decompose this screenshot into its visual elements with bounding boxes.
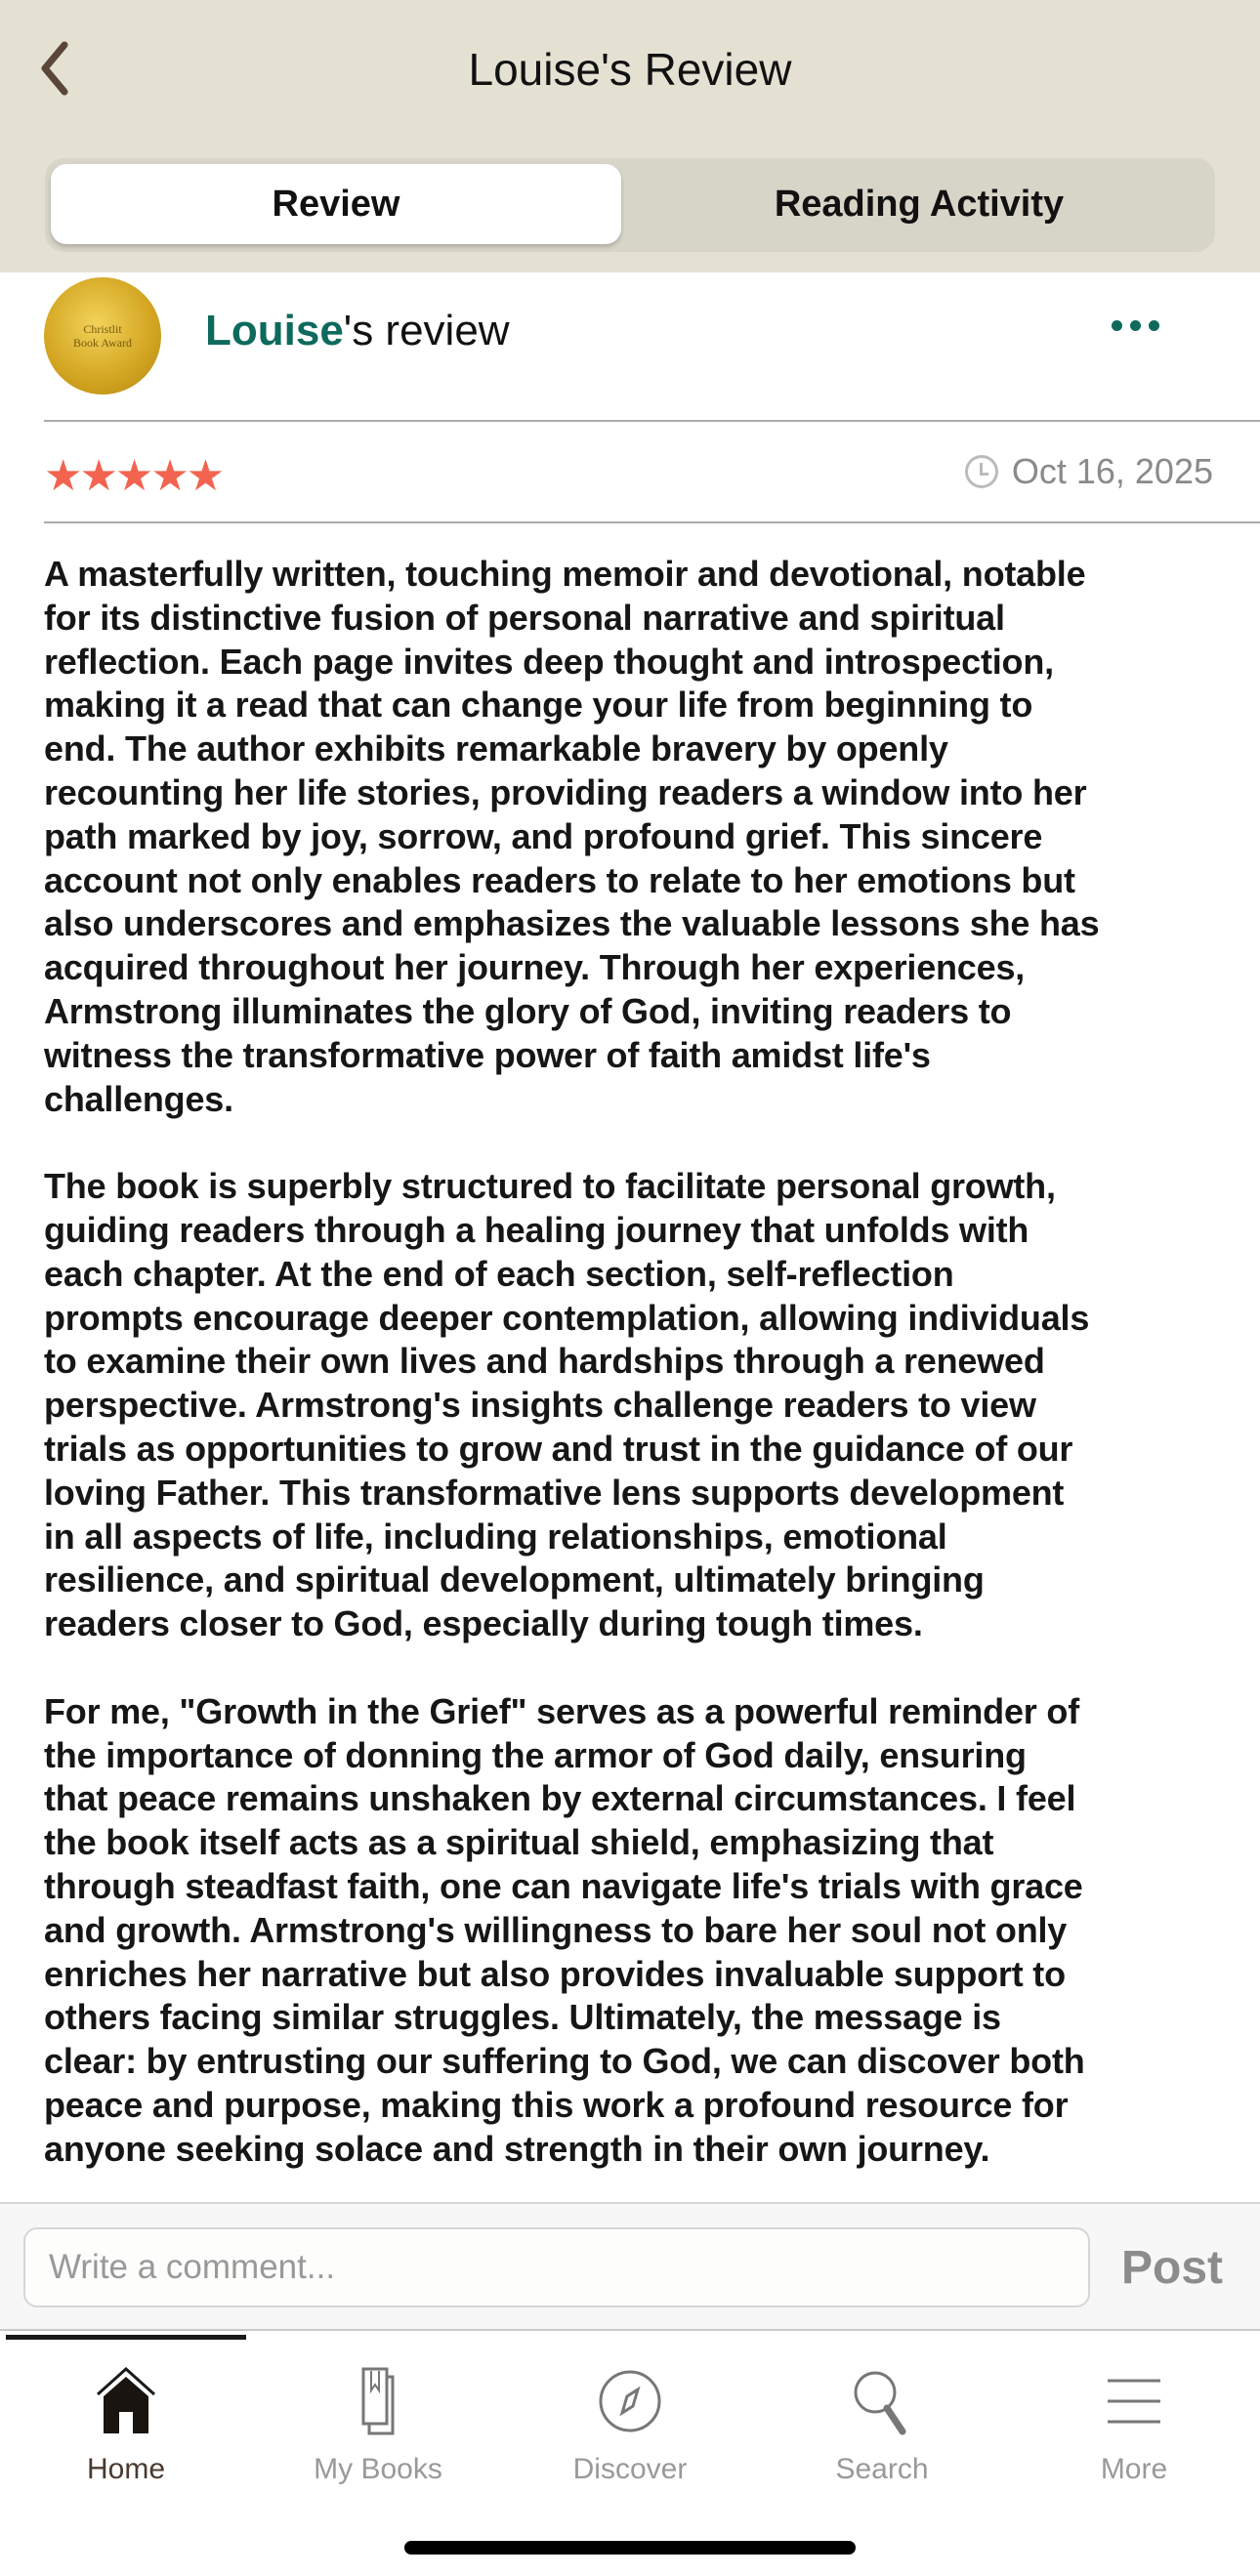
star-rating: ★★★★★ [44,452,223,500]
review-line: the importance of donning the armor of God daily, ensuring [44,1734,1027,1775]
review-line: that peace remains unshaken by external circumstances. I feel [44,1778,1076,1819]
review-paragraph [44,1165,1226,1646]
nav-search[interactable] [756,2344,1008,2486]
nav-label: Home [86,2453,166,2485]
review-line: account not only enables readers to relate to her emotions but [44,859,1075,900]
post-button[interactable]: Post [1121,2242,1224,2294]
nav-label: Search [835,2453,929,2485]
clock-icon [965,455,998,488]
review-line: in all aspects of life, including relationships, emotional [44,1516,947,1557]
nav-label: Discover [572,2453,688,2485]
divider [44,420,1260,422]
tab-bar [45,158,1215,252]
review-line: to examine their own lives and hardships through a renewed [44,1341,1045,1382]
avatar-text: Book Award [73,336,132,350]
author-link[interactable]: Louise [205,307,344,354]
nav-my-books[interactable] [252,2344,504,2486]
bottom-nav [0,2344,1260,2486]
tab-review[interactable]: Review [51,164,621,244]
review-line: challenges. [44,1078,233,1119]
nav-discover[interactable] [504,2344,756,2486]
review-line: the book itself acts as a spiritual shield, emphasizing that [44,1822,994,1863]
review-line: each chapter. At the end of each section, self-reflection [44,1253,954,1294]
active-tab-indicator [6,2335,246,2340]
review-date [965,451,1213,492]
tab-reading-activity[interactable]: Reading Activity [774,183,1065,225]
review-line: enriches her narrative but also provides invaluable support to [44,1953,1066,1994]
page-title: Louise's Review [468,44,792,95]
review-line: witness the transformative power of faith amidst life's [44,1034,931,1075]
search-icon [848,2367,916,2435]
avatar-text: Christlit [83,322,122,336]
avatar[interactable] [44,277,161,395]
review-line: A masterfully written, touching memoir and devotional, notable [44,554,1086,594]
review-line: peace and purpose, making this work a profound resource for [44,2084,1069,2125]
menu-icon [1100,2367,1168,2435]
nav-more[interactable] [1008,2344,1260,2486]
books-icon [344,2367,412,2435]
review-line: For me, "Growth in the Grief" serves as a powerful reminder of [44,1690,1079,1731]
review-paragraph [44,1690,1226,2172]
review-title [205,307,510,355]
review-line: acquired throughout her journey. Through her experiences, [44,947,1026,988]
compass-icon [596,2367,664,2435]
header [0,0,1260,272]
home-indicator [404,2541,856,2555]
comment-placeholder: Write a comment... [49,2248,336,2286]
divider [44,521,1260,523]
review-paragraph [44,553,1226,1121]
review-line: loving Father. This transformative lens supports development [44,1472,1065,1513]
review-title-suffix: 's review [343,307,510,354]
review-line: for its distinctive fusion of personal narrative and spiritual [44,597,1005,638]
date-text: Oct 16, 2025 [1011,451,1213,491]
review-line: end. The author exhibits remarkable bravery by openly [44,728,948,769]
review-line: reflection. Each page invites deep thought and introspection, [44,641,1054,682]
review-line: readers closer to God, especially during tough times. [44,1603,923,1644]
nav-label: My Books [314,2453,442,2485]
review-line: trials as opportunities to grow and trust in the guidance of our [44,1428,1073,1469]
review-line: making it a read that can change your life from beginning to [44,685,1033,726]
review-line: prompts encourage deeper contemplation, allowing individuals [44,1297,1090,1338]
review-line: also underscores and emphasizes the valuable lessons she has [44,903,1100,944]
more-options-icon[interactable] [1112,320,1159,331]
review-line: through steadfast faith, one can navigate life's trials with grace [44,1865,1083,1906]
review-line: guiding readers through a healing journey that unfolds with [44,1209,1029,1250]
comment-bar [0,2202,1260,2331]
comment-input[interactable] [23,2227,1090,2307]
review-line: Armstrong illuminates the glory of God, inviting readers to [44,990,1012,1031]
review-line: resilience, and spiritual development, ultimately bringing [44,1559,985,1600]
review-line: clear: by entrusting our suffering to God, we can discover both [44,2041,1085,2082]
review-line: path marked by joy, sorrow, and profound grief. This sincere [44,815,1043,856]
review-line: anyone seeking solace and strength in their own journey. [44,2128,990,2169]
review-line: The book is superbly structured to facilitate personal growth, [44,1166,1056,1207]
review-line: others facing similar struggles. Ultimately, the message is [44,1997,1001,2038]
review-line: and growth. Armstrong's willingness to bare her soul not only [44,1909,1068,1950]
nav-home[interactable] [0,2344,252,2486]
review-body [44,553,1226,2215]
review-line: recounting her life stories, providing readers a window into her [44,771,1087,812]
nav-label: More [1100,2453,1168,2485]
review-line: perspective. Armstrong's insights challenge readers to view [44,1385,1036,1426]
home-icon [92,2367,160,2435]
